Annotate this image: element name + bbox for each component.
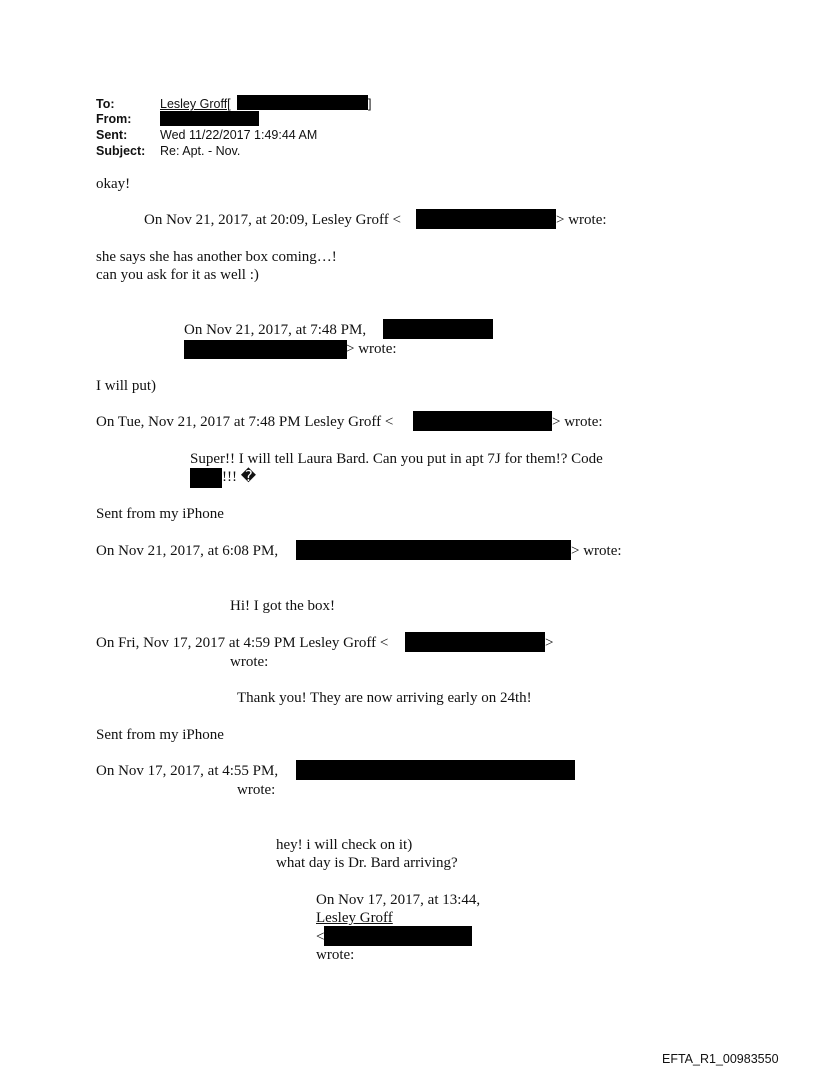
quote-5-body: Thank you! They are now arriving early on 24th! bbox=[237, 690, 532, 706]
redaction-box bbox=[383, 319, 493, 339]
redaction-box bbox=[416, 209, 556, 229]
quote-4-body: Hi! I got the box! bbox=[230, 598, 335, 614]
to-label: To: bbox=[96, 97, 115, 111]
quote-header-1: On Nov 21, 2017, at 20:09, Lesley Groff < bbox=[144, 212, 401, 228]
quote-2-body: I will put) bbox=[96, 378, 156, 394]
quote-header-6: On Nov 17, 2017, at 4:55 PM, bbox=[96, 763, 279, 779]
document-id: EFTA_R1_00983550 bbox=[662, 1052, 779, 1066]
quote-header-3: On Tue, Nov 21, 2017 at 7:48 PM Lesley Groff < bbox=[96, 414, 394, 430]
quote-header-4-end: > wrote: bbox=[571, 543, 622, 559]
quote-1-line-2: can you ask for it as well :) bbox=[96, 267, 259, 283]
subject-label: Subject: bbox=[96, 144, 146, 158]
quote-3-line-2: !!! � bbox=[222, 469, 257, 485]
quote-header-3-end: > wrote: bbox=[552, 414, 603, 430]
redaction-box bbox=[413, 411, 552, 431]
redaction-box bbox=[405, 632, 545, 652]
redaction-box bbox=[184, 340, 347, 359]
to-close-bracket: ] bbox=[368, 97, 372, 111]
redaction-box bbox=[160, 111, 259, 126]
quote-header-5: On Fri, Nov 17, 2017 at 4:59 PM Lesley Groff < bbox=[96, 635, 389, 651]
redaction-box bbox=[324, 926, 472, 946]
redaction-box bbox=[237, 95, 368, 110]
to-value: Lesley Groff[ bbox=[160, 97, 231, 111]
signature-sent-from-iphone: Sent from my iPhone bbox=[96, 727, 224, 743]
quote-3-line-1: Super!! I will tell Laura Bard. Can you put in apt 7J for them!? Code bbox=[190, 451, 603, 467]
sent-value: Wed 11/22/2017 1:49:44 AM bbox=[160, 128, 318, 142]
quote-header-7: On Nov 17, 2017, at 13:44, bbox=[316, 892, 481, 908]
sent-label: Sent: bbox=[96, 128, 128, 142]
quote-header-7-bracket: < bbox=[316, 929, 325, 945]
quote-header-2: On Nov 21, 2017, at 7:48 PM, bbox=[184, 322, 367, 338]
subject-value: Re: Apt. - Nov. bbox=[160, 144, 241, 158]
signature-sent-from-iphone: Sent from my iPhone bbox=[96, 506, 224, 522]
quote-header-7-name: Lesley Groff bbox=[316, 910, 393, 926]
quote-header-1-end: > wrote: bbox=[556, 212, 607, 228]
quote-header-5-wrote: wrote: bbox=[230, 654, 269, 670]
redaction-box bbox=[296, 760, 575, 780]
redaction-box bbox=[296, 540, 571, 560]
redaction-box bbox=[190, 468, 222, 488]
quote-6-line-2: what day is Dr. Bard arriving? bbox=[276, 855, 458, 871]
quote-header-4: On Nov 21, 2017, at 6:08 PM, bbox=[96, 543, 279, 559]
quote-header-6-wrote: wrote: bbox=[237, 782, 276, 798]
quote-1-line-1: she says she has another box coming…! bbox=[96, 249, 337, 265]
quote-header-2-end: > wrote: bbox=[346, 341, 397, 357]
from-label: From: bbox=[96, 112, 132, 126]
reply-text: okay! bbox=[96, 176, 131, 192]
quote-header-5-end: > bbox=[545, 635, 554, 651]
quote-header-7-wrote: wrote: bbox=[316, 947, 355, 963]
quote-6-line-1: hey! i will check on it) bbox=[276, 837, 413, 853]
